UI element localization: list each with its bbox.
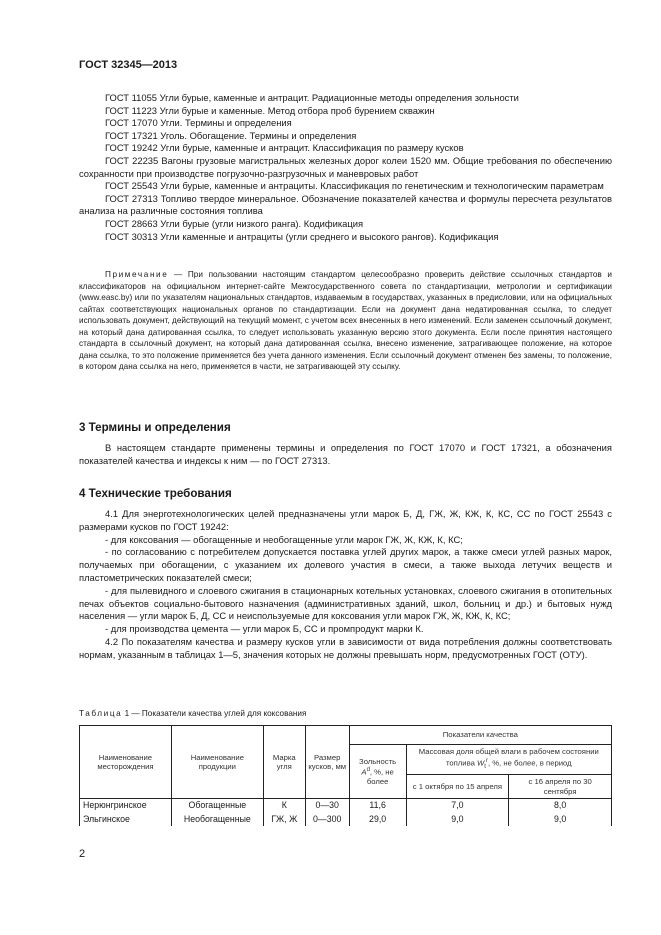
section-4-paragraph: - для производства цемента — угли марок Б, СС и промпродукт марки К.: [105, 623, 424, 635]
header-product: Наименование продукции: [171, 726, 263, 799]
cell-product: Необогащенные: [171, 813, 263, 826]
note-label: Примечание: [105, 270, 169, 279]
table-caption-text: 1 — Показатели качества углей для коксования: [122, 709, 307, 718]
reference-item: ГОСТ 27313 Топливо твердое минеральное. Обозначение показателей качества и формулы пересчета результатов анализа на различные состояния топлива: [79, 192, 612, 217]
cell-product: Обогащенные: [171, 799, 263, 813]
table-1: [79, 725, 612, 826]
cell-moisture-2: 9,0: [509, 813, 612, 826]
header-size: Размер кусков, мм: [305, 726, 349, 799]
cell-size: 0—30: [305, 799, 349, 813]
references-note: [79, 269, 612, 373]
section-4-paragraph: - по согласованию с потребителем допускается поставка углей других марок, а также смеси углей разных марок, получаемых при обогащении, с указанием их долевого участия в смеси, а также выхода летучих веществ и пластометрических показателей смеси;: [79, 546, 612, 583]
table-label: Таблица: [79, 709, 123, 718]
header-quality: Показатели качества: [349, 726, 611, 745]
table-row: [80, 799, 612, 813]
section-4-paragraph: 4.1 Для энерготехнологических целей предназначены угли марок Б, Д, ГЖ, Ж, КЖ, К, КС, СС по ГОСТ 25543 с размерами кусков по ГОСТ 19242:: [79, 508, 612, 532]
reference-item: ГОСТ 25543 Угли бурые, каменные и антрациты. Классификация по генетическим и технологическим параметрам: [105, 180, 604, 192]
reference-item: ГОСТ 22235 Вагоны грузовые магистральных железных дорог колеи 1520 мм. Общие требования по обеспечению сохранности при производстве погрузочно-разгрузочных и маневровых работ: [79, 154, 612, 179]
cell-moisture-1: 7,0: [406, 799, 509, 813]
section-3-paragraph: В настоящем стандарте применены термины и определения по ГОСТ 17070 и ГОСТ 17321, а обозначения показателей качества и индексы к ним — по ГОСТ 27313.: [79, 442, 612, 466]
cell-deposit: Нерюнгринское: [80, 799, 172, 813]
section-4-body: [79, 508, 612, 662]
section-4-title: 4 Технические требования: [79, 487, 232, 500]
header-ash: Зольность $A^d$, %, не более: [349, 745, 406, 799]
page-number: 2: [79, 848, 86, 860]
header-period-2: с 16 апреля по 30 сентября: [509, 775, 612, 799]
header-deposit: Наименование месторождения: [80, 726, 172, 799]
table-1-caption: [79, 709, 306, 718]
header-grade: Марка угля: [263, 726, 305, 799]
header-period-1: с 1 октября по 15 апреля: [406, 775, 509, 799]
normative-references-list: [79, 92, 612, 243]
section-3-title: 3 Термины и определения: [79, 421, 231, 434]
reference-item: ГОСТ 11223 Угли бурые и каменные. Метод отбора проб бурением скважин: [105, 104, 435, 116]
header-moisture: Массовая доля общей влаги в рабочем состоянии топлива $W_t^r$, %, не более, в период: [406, 745, 611, 775]
note-text: — При пользовании настоящим стандартом целесообразно проверить действие ссылочных стандартов и классификаторов на официальном интернет-сайте Межгосударственного совета по стандартизации, метрологии и сертификации (www.easc.by) или по указателям национальных стандартов, издаваемым в государствах, указанных в предисловии, или на официальных сайтах соответствующих национальных органов по стандартизации. Если на документ дана недатированная ссылка, то следует использовать документ, действующий на текущий момент, с учетом всех внесенных в него изменений. Если заменен ссылочный документ, на который дана датированная ссылка, то следует использовать указанную версию этого документа. Если после принятия настоящего стандарта в ссылочный документ, на который дана датированная ссылка, внесено изменение, затрагивающее положение, на которое дана ссылка, то это положение применяется без учета данного изменения. Если ссылочный документ отменен без замены, то положение, в котором дана ссылка на него, применяется в части, не затрагивающей эту ссылку.: [79, 270, 612, 371]
cell-deposit: Эльгинское: [80, 813, 172, 826]
cell-moisture-2: 8,0: [509, 799, 612, 813]
reference-item: ГОСТ 17321 Уголь. Обогащение. Термины и определения: [105, 129, 357, 141]
cell-moisture-1: 9,0: [406, 813, 509, 826]
cell-ash: 11,6: [349, 799, 406, 813]
section-3-body: [79, 442, 612, 468]
section-4-paragraph: - для пылевидного и слоевого сжигания в стационарных котельных установках, слоевого сжигания в отопительных печах объектов социально-бытового назначения (административных зданий, школ, больниц и др.) и бытовых нужд населения — угли марок Б, Д, СС и неиспользуемые для коксования угли марок ГЖ, Ж, КЖ, К, КС;: [79, 584, 612, 622]
table-row: [80, 813, 612, 826]
cell-ash: 29,0: [349, 813, 406, 826]
reference-item: ГОСТ 28663 Угли бурые (угли низкого ранга). Кодификация: [105, 217, 364, 229]
cell-size: 0—300: [305, 813, 349, 826]
cell-grade: К: [263, 799, 305, 813]
reference-item: ГОСТ 30313 Угли каменные и антрациты (угли среднего и высокого рангов). Кодификация: [105, 230, 499, 242]
reference-item: ГОСТ 11055 Угли бурые, каменные и антрацит. Радиационные методы определения зольности: [105, 92, 519, 103]
section-4-paragraph: - для коксования — обогащенные и необогащенные угли марок ГЖ, Ж, КЖ, К, КС;: [105, 533, 463, 545]
cell-grade: ГЖ, Ж: [263, 813, 305, 826]
section-4-paragraph: 4.2 По показателям качества и размеру кусков угли в зависимости от вида потребления должны соответствовать нормам, указанным в таблицах 1—5, значения которых не должны превышать норм, предусмотренных ГОСТ (ОТУ).: [79, 635, 612, 660]
document-header: ГОСТ 32345—2013: [79, 59, 178, 71]
reference-item: ГОСТ 17070 Угли. Термины и определения: [105, 117, 292, 129]
reference-item: ГОСТ 19242 Угли бурые, каменные и антрацит. Классификация по размеру кусков: [105, 142, 464, 154]
